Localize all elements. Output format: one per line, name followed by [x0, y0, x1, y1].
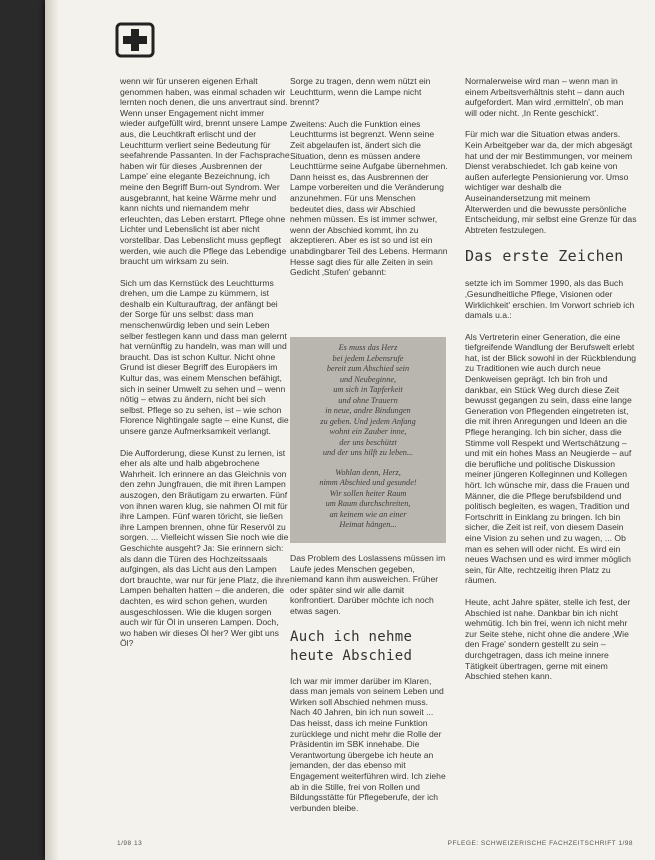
magazine-page	[45, 0, 655, 860]
poem-line: in neue, andre Bindungen	[325, 406, 411, 415]
poem-line: zu geben. Und jedem Anfang	[320, 416, 416, 426]
poem-line: und der uns hilft zu leben...	[322, 448, 414, 457]
poem-line: Heimat hängen...	[339, 520, 397, 529]
paragraph: wenn wir für unseren eigenen Erhalt genommen haben, was einmal schaden wir lernten noch denen, die uns anvertraut sind. Wenn unser Engagement nicht immer wieder aufgefüllt wird, brennt unsere Lampe aus, die Leuchtkraft erlischt und der Leuchtturm verliert seine Bedeutung für seefahrende Passanten. In der Fachsprache haben wir für dieses ‚Ausbrennen der Lampe' eine elegante Bezeichnung, ich meine den Begriff Burn-out Syndrom. Wer ausgebrannt, hat keine Wärme mehr und kann nichts und niemandem mehr erleuchten, das Leben erstarrt. Pflege ohne Lichter und Lebenslicht ist aber nicht vorstellbar. Das Lebenslicht muss gepflegt werden, wie auch die Pflege das Lebendige braucht um wirksam zu sein.	[120, 76, 290, 267]
footer-left: 1/98 13	[117, 840, 143, 847]
paragraph: Sorge zu tragen, denn wem nützt ein Leuchtturm, wenn die Lampe nicht brennt?	[290, 76, 431, 108]
poem-line: Wir sollen heiter Raum	[329, 488, 407, 498]
paragraph: Zweitens: Auch die Funktion eines Leuchtturms ist begrenzt. Wenn seine Zeit abgelaufen ist, ändert sich die Situation, denn es müssen andere Leuchttürme seine Aufgabe übernehmen. Dann heisst es, das Ausbrennen der Lampe vorbereiten und die Veränderung anzunehmen. Für uns Menschen bedeutet dies, dass wir Abschied nehmen müssen. Es ist immer schwer, wenn der Abschied kommt, ihn zu akzeptieren. Aber es ist so und ist ein unabdingbarer Teil des Lebens. Hermann Hesse sagt dies für alle Zeiten in sein Gedicht ‚Stufen' gebannt:	[290, 118, 448, 278]
paragraph: setzte ich im Sommer 1990, als das Buch ‚Gesundheitliche Pflege, Visionen oder Wirklichkeit' erschien. Im Vorwort schrieb ich damals u.a.:	[465, 278, 635, 321]
poem-quote-box	[290, 337, 446, 543]
section-heading: Auch ich nehme heute Abschied	[290, 628, 413, 664]
poem-line: der uns beschützt	[339, 437, 397, 447]
paragraph: Die Aufforderung, diese Kunst zu lernen, ist eher als alte und halb abgebrochene Wahrheit. Ich erinnere an das Gleichnis von den zehn Jungfrauen, die mit ihren Lampen auszogen, den Bräutigam zu erwarten. Fünf von ihnen waren klug, sie nahmen Öl mit für ihre Lampen. Fünf waren töricht, sie ließen ihre Lampen brennen, ohne für Reservöl zu sorgen. ... Vielleicht wissen Sie noch wie die Geschichte ausgeht? Ja: Sie erinnern sich: als dann die Türen des Hochzeitssaals aufgingen, als das Licht aus den Lampen dort brauchte, war nur für jene Platz, die ihre Lampen behalten hatten – die anderen, die dachten, es wird schon gehen, wurden ausgeschlossen. Wie die klugen sorgen auch wir für Öl in unseren Lampen. Doch, wo haben wir dieses Öl her? Wer gibt uns Öl?	[120, 447, 290, 649]
paragraph: Das Problem des Loslassens müssen im Laufe jedes Menschen gegeben, niemand kann ihm ausweichen. Früher oder später sind wir alle damit konfrontiert. Darüber möchte ich noch etwas sagen.	[290, 553, 446, 616]
poem-line: und Neubeginne,	[339, 374, 397, 384]
poem-line: um sich in Tapferkeit	[333, 385, 403, 394]
poem-line: bei jedem Lebensrufe	[332, 353, 404, 363]
column-left	[120, 76, 290, 660]
paragraph: Normalerweise wird man – wenn man in einem Arbeitsverhältnis steht – dann auch aufgefordert. Man wird ‚ermitteln', ob man will oder nicht. ‚In Rente geschickt'.	[465, 76, 625, 118]
paragraph: Heute, acht Jahre später, stelle ich fest, der Abschied ist nahe. Dankbar bin ich nicht wehmütig. Ich bin frei, wenn ich nicht mehr zur Seite stehe, nicht ohne die andere ‚Wie den Frage' sondern gestellt zu sein – durchgetragen, dass ich meine innere Tätigkeit übertragen, gerne mit einem Abschied stehen kann.	[465, 596, 631, 682]
cross-square-logo-icon	[115, 22, 155, 58]
poem-line: wohnt ein Zauber inne,	[329, 427, 407, 436]
page-fold-shadow	[45, 0, 59, 860]
poem-line: nimm Abschied und gesunde!	[319, 478, 417, 487]
column-right	[465, 76, 637, 693]
poem-line: bereit zum Abschied sein	[326, 364, 410, 373]
paragraph: Für mich war die Situation etwas anders. Kein Arbeitgeber war da, der mich abgesägt hat und der mir Bestimmungen, vor meinem Dienst verabschiedet. Ich gab keine von außen auferlegte Pensionierung vor. Umso wichtiger war deshalb die Auseinandersetzung mit meinem Älterwerden und die bewusste persönliche Entscheidung, mir selbst eine Grenze für das Abtreten festzulegen.	[465, 129, 637, 235]
paragraph: Als Vertreterin einer Generation, die eine tiefgreifende Wandlung der Berufswelt erlebt hat, ist der Blick sowohl in der Rückblendung zu Traditionen wie auch durch neue Denkweisen geprägt. Ich bin froh und dankbar, ein Stück Weg durch diese Zeit bewusst gegangen zu sein, dass eine lange Generation von Pflegenden eingetreten ist, die mit ihren Anregungen und Ideen an die Pflege heranging. Ich bin sicher, dass die Stimme voll Respekt und Wertschätzung – und mit ein hohes Mass an Neugierde – auf die berufliche und politische Diskussion meiner jüngeren Kolleginnen und Kollegen hört. Ich wünsche mir, dass die Frauen und Männer, die die Pflege berufsbildend und politisch begleiten, es wagen, Tradition und Fortschritt in Einklang zu bringen. Ich bin sicher, die Zeit ist reif, von diesem Dasein eine Vision zu sehen und zu wagen, ... Ob man es sehen will oder nicht. Es wird ein neues Wachsen und es wird immer möglich sein, für Alte, rechtzeitig ihren Platz zu räumen.	[465, 331, 637, 586]
paragraph: Sich um das Kernstück des Leuchtturms drehen, um die Lampe zu kümmern, ist deshalb ein Kulturauftrag, der anfängt bei der Sorge für uns selbst: dass man menschenwürdig leben und sein Leben selber festlegen kann und dass man gelernt hat vernünftig zu handeln, was man will und braucht. Das ist schon Kultur. Nicht ohne Grund ist dieser Begriff des Europäers im Kultur das, was einem Menschen befähigt, sich in seiner Umwelt zu sehen und – wenn nötig – etwas zu ändern, nicht bei sich selbst. Pflege so zu sehen, ist – wie schon Florence Nightingale sagte – eine Kunst, die unsere ganze Aufmerksamkeit verlangt.	[120, 277, 289, 436]
poem-line: an keinem wie an einer	[329, 509, 407, 519]
poem-line: um Raum durchschreiten,	[325, 499, 411, 508]
poem-line: Es muss das Herz	[338, 343, 398, 352]
column-middle	[290, 76, 448, 289]
footer-right: PFLEGE: SCHWEIZERISCHE FACHZEITSCHRIFT 1/98	[447, 840, 633, 847]
poem-line: und ohne Trauern	[338, 395, 398, 405]
poem-line: Wohlan denn, Herz,	[335, 467, 401, 477]
column-middle-lower	[290, 553, 448, 824]
paragraph: Ich war mir immer darüber im Klaren, dass man jemals von seinem Leben und Wirken soll Abschied nehmen muss. Nach 40 Jahren, bin ich nun soweit ... Das heisst, dass ich meine Funktion zurücklege und nicht mehr die Rolle der Präsidentin im SBK innehabe. Die Verantwortung übergebe ich heute an jemanden, der das ebenso mit Engagement weiterführen wird. Ich ziehe ab in die Stille, frei von Rollen und Bildungsstätte für Pflegeberufe, der ich verbunden bleibe.	[290, 675, 446, 813]
section-heading: Das erste Zeichen	[465, 247, 624, 266]
